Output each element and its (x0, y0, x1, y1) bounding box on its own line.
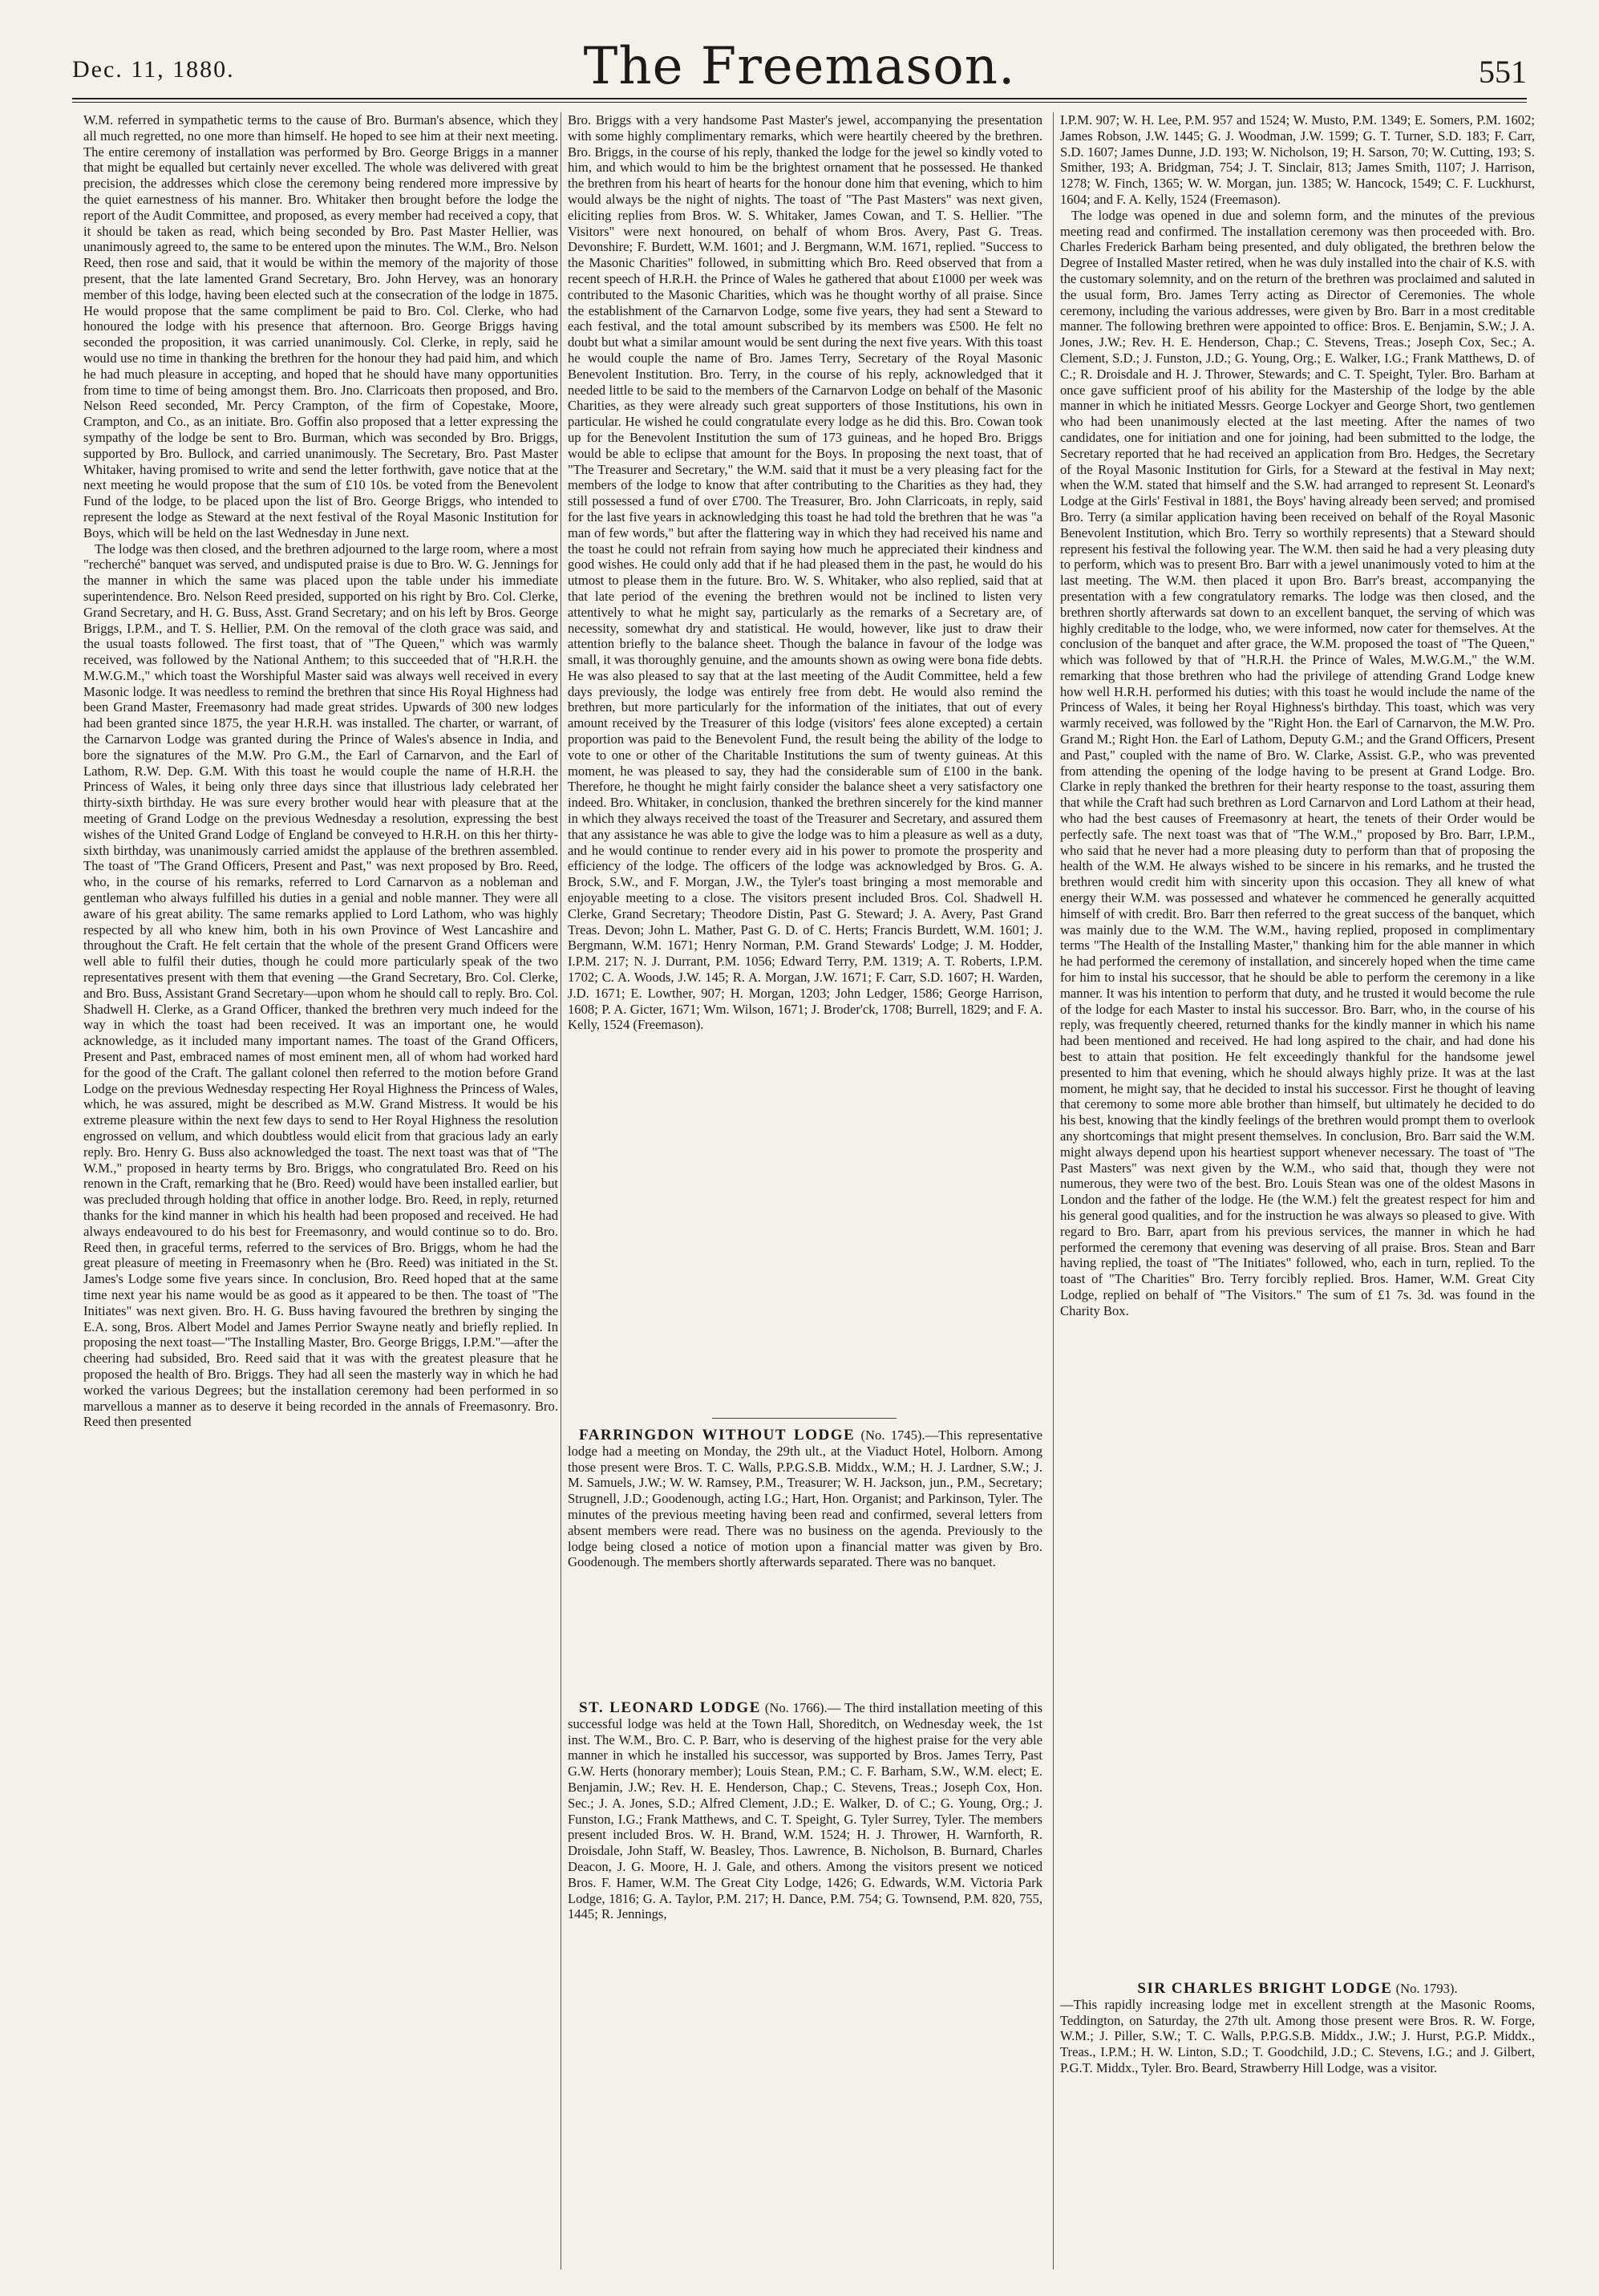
masthead (72, 32, 1527, 103)
section-heading: FARRINGDON WITHOUT LODGE (579, 1427, 856, 1444)
article-paragraph: Bro. Briggs with a very handsome Past Master's jewel, accompanying the presentation with some highly complimentary remarks, which were heartily cheered by the brethren. Bro. Briggs, in the course of his reply, thanked the lodge for the jewel so kindly voted to him, and which would to him be the brightest ornament that he possessed. He thanked the brethren from his heart of hearts for the honour done him that evening, which to him would always be the night of nights. The toast of "The Past Masters" was next given, eliciting replies from Bros. W. S. Whitaker, James Cowan, and T. S. Hellier. "The Visitors" were next honoured, on behalf of whom Bros. Avery, Past G. Treas. Devonshire; F. Burdett, W.M. 1601; and J. Bergmann, W.M. 1671, replied. "Success to the Masonic Charities" followed, in submitting which Bro. Reed observed that from a recent speech of H.R.H. the Prince of Wales he gathered that about £1000 per week was contributed to the Masonic Charities, which was he thought worthy of all praise. Since the establishment of the Carnarvon Lodge, some five years, they had sent a Steward to each festival, and the total amount subscribed by its members was £500. He felt no doubt but what a similar amount would be sent during the next five years. With this toast he would couple the name of Bro. James Terry, Secretary of the Royal Masonic Benevolent Institution. Bro. Terry, in the course of his reply, acknowledged that it needed little to be said to the members of the Carnarvon Lodge on behalf of the Masonic Charities, as they were already such great supporters of those Institutions, his own in particular. He wished he could congratulate every lodge as he did this. Bro. Cowan took up for the Benevolent Institution the sum of 173 guineas, and he hoped Bro. Briggs would be able to eclipse that amount for the Boys. In proposing the next toast, that of "The Treasurer and Secretary," the W.M. said that it must be a very pleasing fact for the members of the lodge to know that after contributing to the Charities as they had, they still possessed a fund of over £700. The Treasurer, Bro. John Clarricoats, in reply, said for the last five years in acknowledging this toast he had told the brethren that he was "a man of few words," but after the flattering way in which they had received his name and the toast he could not refrain from saying how much he appreciated their kindness and good wishes. He could only add that if he had pleased them in the past, he would do his utmost to please them in the future. Bro. W. S. Whitaker, who also replied, said that at that late period of the evening the brethren would not be inclined to listen very attentively to what he might say, particularly as the remarks of a Secretary are, of necessity, somewhat dry and statistical. He would, however, like just to draw their attention briefly to the balance sheet. Though the balance in favour of the lodge was small, it was thoroughly genuine, and the amounts shown as owing were bona fide debts. He was also pleased to say that at the last meeting of the Audit Committee, held a few days previously, the lodge was entirely free from debt. He would also remind the brethren, but more particularly for the information of the initiates, that out of every amount received by the Treasurer of this lodge (visitors' fees alone excepted) a certain proportion was paid to the Benevolent Fund, the result being the ability of the lodge to vote to one or other of the Charitable Institutions the sum of twenty guineas. At this moment, he was pleased to say, they had the considerable sum of £100 in the bank. Therefore, he thought he might fairly consider the balance sheet a very satisfactory one indeed. Bro. Whitaker, in conclusion, thanked the brethren sincerely for the kind manner in which they always received the toast of the Treasurer and Secretary, and assured them that any assistance he was able to give the lodge was to him a pleasure as well as a duty, and he would continue to render every aid in his power to promote the prosperity and efficiency of the lodge. The officers of the lodge was acknowledged by Bros. G. A. Brock, S.W., and F. Morgan, J.W., the Tyler's toast bringing a most memorable and enjoyable meeting to a close. The visitors present included Bros. Col. Shadwell H. Clerke, Grand Secretary; Theodore Distin, Past G. Steward; J. A. Avery, Past Grand Treas. Devon; John L. Mather, Past G. D. of C. Herts; Francis Burdett, W.M. 1601; J. Bergmann, W.M. 1671; Henry Norman, P.M. Grand Stewards' Lodge; J. M. Hodder, I.P.M. 217; N. J. Durrant, P.M. 1056; Edward Terry, P.M. 1319; A. T. Roberts, I.P.M. 1702; C. A. Woods, J.W. 145; R. A. Morgan, J.W. 1671; F. Carr, S.D. 1607; H. Warden, J.D. 1671; E. Lowther, 907; H. Morgan, 1203; John Ledger, 1586; George Harrison, 1608; P. A. Gicter, 1671; Wm. Wilson, 1671; J. Broder'ck, 1708; Burrell, 1829; and F. A. Kelly, 1524 (Freemason). (568, 112, 1042, 1033)
section-divider (712, 1418, 897, 1419)
column-1 (83, 112, 558, 2278)
newspaper-title: The Freemason. (583, 37, 1016, 96)
sir-charles-bright-report (1060, 1981, 1535, 2270)
farringdon-report (568, 1427, 1042, 1684)
article-paragraph: —This representative lodge had a meeting on Monday, the 29th ult., at the Viaduct Hotel, Holborn. Among those present were Bros. T. C. Walls, P.P.G.S.B. Middx., W.M.; H. J. Lardner, S.W.; J. M. Samuels, J.W.; W. W. Ramsey, P.M., Treasurer; W. H. Jackson, jun., P.M., Secretary; Strugnell, J.D.; Goodenough, acting I.G.; Hart, Hon. Organist; and Parkinson, Tyler. The minutes of the previous meeting having been read and confirmed, several letters from absent members were read. There was no business on the agenda. Previously to the lodge being closed a notice of motion upon a financial matter was given by Bro. Goodenough. The members shortly afterwards separated. There was no banquet. (568, 1427, 1042, 1570)
lodge-number: (No. 1745). (860, 1427, 925, 1443)
issue-date: Dec. 11, 1880. (72, 56, 235, 83)
lodge-number: (No. 1793). (1395, 1981, 1458, 1996)
page-number: 551 (1479, 54, 1527, 90)
article-paragraph: I.P.M. 907; W. H. Lee, P.M. 957 and 1524; W. Musto, P.M. 1349; E. Somers, P.M. 1602; James Robson, J.W. 1445; G. J. Woodman, J.W. 1599; G. T. Turner, S.D. 183; F. Carr, S.D. 1607; James Dunne, J.D. 193; W. Nicholson, 19; H. Sarson, 70; W. Cutting, 193; S. Smither, 193; A. Bridgman, 754; J. T. Sinclair, 813; James Smith, 1107; J. Harrison, 1278; W. Finch, 1365; W. W. Morgan, jun. 1385; W. Hancock, 1549; C. F. Luckhurst, 1604; and F. A. Kelly, 1524 (Freemason). (1060, 112, 1535, 207)
column-3 (1060, 112, 1535, 2278)
column-2 (568, 112, 1042, 2278)
article-paragraph: W.M. referred in sympathetic terms to the cause of Bro. Burman's absence, which they all much regretted, no one more than himself. He hoped to see him at their next meeting. The entire ceremony of installation was performed by Bro. George Briggs in a manner that might be equalled but certainly never excelled. The whole was delivered with great precision, the addresses which close the ceremony being rendered more impressive by the quiet earnestness of his manner. Bro. Whitaker then brought before the lodge the report of the Audit Committee, and proposed, as every member had received a copy, that it should be taken as read, which being seconded by Bro. Past Master Hellier, was unanimously agreed to, the same to be entered upon the minutes. The W.M., Bro. Nelson Reed, then rose and said, that it would be within the memory of the majority of those present, that the late lamented Grand Secretary, Bro. John Hervey, was an honorary member of this lodge, having been elected such at the consecration of the lodge in 1875. He would propose that the same compliment be paid to Bro. Col. Clerke, who had honoured the lodge with his presence that afternoon. Bro. George Briggs having seconded the proposition, it was carried unanimously. Col. Clerke, in reply, said he would use no time in thanking the brethren for the honour they had paid him, and which he had much pleasure in accepting, and hoped that he should have many opportunities from time to time of being amongst them. Bro. Jno. Clarricoats then proposed, and Bro. Nelson Reed seconded, Mr. Percy Crampton, of the firm of Copestake, Moore, Crampton, and Co., as an initiate. Bro. Goffin also proposed that a letter expressing the sympathy of the lodge be sent to Bro. Burman, which was seconded by Bro. Briggs, supported by Bro. Bullock, and carried unanimously. The Secretary, Bro. Past Master Whitaker, having promised to write and send the letter forthwith, gave notice that at the next meeting he would propose that the sum of £10 10s. be voted from the Benevolent Fund of the lodge, to be placed upon the list of Bro. George Briggs, who intended to represent the lodge as Steward at the next festival of the Royal Masonic Institution for Boys, which will be held on the last Wednesday in June next. (83, 112, 558, 541)
header-rule (72, 98, 1527, 99)
article-paragraph: The lodge was opened in due and solemn form, and the minutes of the previous meeting read and confirmed. The installation ceremony was then proceeded with. Bro. Charles Frederick Barham being presented, and duly obligated, the brethren below the Degree of Installed Master retired, when he was duly installed into the chair of K.S. with the customary solemnity, and on the return of the brethren was proclaimed and saluted in the usual form, Bro. James Terry acting as Director of Ceremonies. The whole ceremony, including the various addresses, were given by Bro. Barr in a most creditable manner. The following brethren were appointed to office: Bros. E. Benjamin, S.W.; J. A. Jones, J.W.; Rev. H. E. Henderson, Chap.; C. Stevens, Treas.; Joseph Cox, Sec.; A. Clement, S.D.; J. Funston, J.D.; G. Young, Org.; E. Walker, I.G.; Frank Matthews, D. of C.; R. Droisdale and H. J. Thrower, Stewards; and C. T. Speight, Tyler. Bro. Barham at once gave sufficient proof of his ability for the Mastership of the lodge by the able manner in which he initiated Messrs. George Lockyer and George Short, two gentlemen who had been unanimously elected at the last meeting. After the names of two candidates, one for initiation and one for joining, had been submitted to the lodge, the Secretary reported that he had received an application from Bro. Hedges, the Secretary of the Royal Masonic Institution for Girls, for a Steward at the festival in May next; when the W.M. stated that himself and the S.W. had arranged to represent St. Leonard's Lodge at the Girls' Festival in 1881, the Boys' having already been served; and promised Bro. Terry (a similar application having been received on behalf of the Royal Masonic Benevolent Institution, which Bro. Terry so worthily represents) that a Steward should represent his festival the following year. The W.M. then said he had a very pleasing duty to perform, which was to present Bro. Barr with a jewel unanimously voted to him at the last meeting. The W.M. then placed it upon Bro. Barr's breast, accompanying the presentation with a few congratulatory remarks. The lodge was then closed, and the brethren shortly afterwards sat down to an excellent banquet, the serving of which was highly creditable to the lodge, who, we were informed, now cater for themselves. At the conclusion of the banquet and after grace, the W.M. proposed the toast of "The Queen," which was followed by that of "H.R.H. the Prince of Wales, M.W.G.M.," the W.M. remarking that those brethren who had the privilege of attending Grand Lodge knew how well H.R.H. performed his duties; with this toast he would include the name of the Princess of Wales, it being her Royal Highness's birthday. This toast, which was very warmly received, was followed by the "Right Hon. the Earl of Carnarvon, the M.W. Pro. Grand M.; Right Hon. the Earl of Lathom, Deputy G.M.; and the Grand Officers, Present and Past," coupled with the name of Bro. W. Clarke, Assist. G.P., who was prevented from attending the opening of the lodge having to be present at Grand Lodge. Bro. Clarke in reply thanked the brethren for their hearty response to the toast, assuring them that while the Craft had such brethren as Lord Carnarvon and Lord Lathom at their head, who had the best causes of Freemasonry at heart, the tenets of their Order would be perfectly safe. The next toast was that of "The W.M.," proposed by Bro. Barr, I.P.M., who said that he never had a more pleasing duty to perform than that of proposing the health of the W.M. He always wished to be sincere in his remarks, and he trusted the brethren would credit him with sincerity upon this occasion. They all knew of what energy their W.M. was possessed and whatever he commenced he generally acquitted himself of with credit. Bro. Barr then referred to the great success of the banquet, which was mainly due to the W.M. The W.M., having replied, proposed in complimentary terms "The Health of the Installing Master," thanking him for the able manner in which he had performed the ceremony of installation, and sincerely hoped when the time came for him to instal his successor, that he should be able to perform the ceremony in a like manner. It was his intention to perform that duty, and he trusted it would become the rule of the lodge for each Master to instal his successor. Bro. Barr, who, in the course of his reply, was frequently cheered, returned thanks for the kindly manner in which his name had been mentioned and received. He had long aspired to the chair, and had done his best to attain that position. He felt exceedingly thankful for the handsome jewel presented to him that evening, which he should always highly prize. It was at the last moment, he might say, that he decided to instal his successor. First he thought of leaving that ceremony to some more able brother than himself, but ultimately he decided to do his best, knowing that the kindly feelings of the brethren would prompt them to overlook any shortcomings that might present themselves. In conclusion, Bro. Barr said the W.M. might always depend upon his heartiest support whenever necessary. The toast of "The Past Masters" was next given by the W.M., who said that, though they were not numerous, they were two of the best. Bro. Louis Stean was one of the oldest Masons in London and the father of the lodge. He (the W.M.) felt the greatest respect for him and his general good qualities, and for the instruction he was always so pleased to give. With regard to Bro. Barr, apart from his previous services, the manner in which he had performed the ceremony that evening was deserving of all praise. Bros. Stean and Barr having replied, the toast of "The Initiates" followed, who, each in turn, replied. To the toast of "The Charities" Bro. Terry forcibly replied. Bros. Hamer, W.M. Great City Lodge, replied on behalf of "The Visitors." The sum of £1 7s. 3d. was found in the Charity Box. (1060, 207, 1535, 1318)
st-leonard-report (568, 1700, 1042, 2262)
article-paragraph: — The third installation meeting of this successful lodge was held at the Town Hall, Shoreditch, on Wednesday week, the 1st inst. The W.M., Bro. C. P. Barr, who is deserving of the highest praise for the very able manner in which he installed his successor, was supported by Bros. James Terry, Past G.W. Herts (honorary member); Louis Stean, P.M.; C. F. Barham, S.W., W.M. elect; E. Benjamin, J.W.; Rev. H. E. Henderson, Chap.; C. Stevens, Treas.; Joseph Cox, Hon. Sec.; J. A. Jones, S.D.; Alfred Clement, J.D.; E. Walker, D. of C.; G. Young, Org.; J. Funston, I.G.; Frank Matthews, and C. T. Speight, G. Tyler Surrey, Tyler. The members present included Bros. W. H. Brand, W.M. 1524; H. J. Thrower, H. Warnforth, R. Droisdale, John Staff, W. Beasley, Thos. Lawrence, B. Nicholson, B. Burnard, Charles Deacon, J. G. Moore, H. J. Gale, and others. Among the visitors present we noticed Bros. F. Hamer, W.M. The Great City Lodge, 1426; G. Edwards, W.M. Victoria Park Lodge, 1816; G. A. Taylor, P.M. 217; H. Dance, P.M. 754; G. Townsend, P.M. 820, 755, 1445; R. Jennings, (568, 1700, 1042, 1922)
section-heading: SIR CHARLES BRIGHT LODGE (1137, 1981, 1393, 1997)
section-heading: ST. LEONARD LODGE (579, 1700, 761, 1716)
column-divider (1053, 112, 1054, 2270)
article-paragraph: The lodge was then closed, and the brethren adjourned to the large room, where a most "recherché" banquet was served, and undisputed praise is due to Bro. W. G. Jennings for the manner in which the same was placed upon the table under his immediate superintendence. Bro. Nelson Reed presided, supported on his right by Bro. Col. Clerke, Grand Secretary, and H. G. Buss, Asst. Grand Secretary; and on his left by Bros. George Briggs, I.P.M., and T. S. Hellier, P.M. On the removal of the cloth grace was said, and the usual toasts followed. The first toast, that of "The Queen," which was warmly received, was followed by the National Anthem; to this succeeded that of "H.R.H. the M.W.G.M.," which toast the Worshipful Master said was always well received in every Masonic lodge. It was needless to remind the brethren that since His Royal Highness had been Grand Master, Freemasonry had made great strides. Upwards of 300 new lodges had been granted since 1875, the year H.R.H. was installed. The charter, or warrant, of the Carnarvon Lodge was granted during the Prince of Wales's absence in India, and bore the signatures of the M.W. Pro G.M., the Earl of Carnarvon, and the Earl of Lathom, R.W. Dep. G.M. With this toast he would couple the name of H.R.H. the Princess of Wales, it being only three days since that illustrious lady celebrated her thirty-sixth birthday. He was sure every brother would hear with pleasure that at the meeting of Grand Lodge on the previous Wednesday a resolution, expressing the best wishes of the United Grand Lodge of England be conveyed to H.R.H. on this her thirty-sixth birthday, was unanimously carried amidst the applause of the brethren assembled. The toast of "The Grand Officers, Present and Past," was next proposed by Bro. Reed, who, in the course of his remarks, referred to Lord Carnarvon as a nobleman and gentleman who always fulfilled his duties in a genial and noble manner. They were all aware of his great ability. The same remarks applied to Lord Lathom, who was highly respected by all who knew him, both in his own Province of West Lancashire and throughout the Craft. He felt certain that the whole of the present Grand Officers were well able to fulfil their duties, though he could more particularly speak of the two representatives present with them that evening —the Grand Secretary, Bro. Col. Clerke, and Bro. Buss, Assistant Grand Secretary—upon whom he should call to reply. Bro. Col. Shadwell H. Clerke, as a Grand Officer, thanked the brethren very much indeed for the way in which the toast had been received. It was an important one, he would acknowledge, as it included many important names. The toast of the Grand Officers, Present and Past, embraced names of most eminent men, all of whom had worked hard for the good of the Craft. The gallant colonel then referred to the motion before Grand Lodge on the previous Wednesday respecting Her Royal Highness the Princess of Wales, which, he was assured, might be described as M.W. Grand Mistress. It would be his extreme pleasure within the next few days to send to Her Royal Highness the resolution engrossed on vellum, and which doubtless would elicit from that gracious lady an early reply. Bro. Henry G. Buss also acknowledged the toast. The next toast was that of "The W.M.," proposed in hearty terms by Bro. Briggs, who congratulated Bro. Reed on his renown in the Craft, remarking that he (Bro. Reed) would have been installed earlier, but was precluded through holding that office in another lodge. Bro. Reed, in reply, returned thanks for the kind manner in which his health had been proposed and received. He had always endeavoured to do his best for Freemasonry, and would continue so to do. Bro. Reed then, in graceful terms, referred to the services of Bro. Briggs, whom he had the great pleasure of meeting in Freemasonry when he (Bro. Reed) was initiated in the St. James's Lodge some five years since. In conclusion, Bro. Reed hoped that at the same time next year his name would be as good as it appeared to be then. The toast of "The Initiates" was next given. Bro. H. G. Buss having favoured the brethren by singing the E.A. song, Bros. Albert Model and James Perrior Swayne neatly and briefly replied. In proposing the next toast—"The Installing Master, Bro. George Briggs, I.P.M."—after the cheering had subsided, Bro. Reed said that it was with the greatest pleasure that he proposed the health of Bro. Briggs. They had all seen the masterly way in which he had worked the various Degrees; but the installation ceremony had been performed in so marvellous a manner as to deserve it being recorded in the annals of Freemasonry. Bro. Reed then presented (83, 541, 558, 1430)
article-paragraph: —This rapidly increasing lodge met in excellent strength at the Masonic Rooms, Teddington, on Saturday, the 27th ult. Among those present were Bros. R. W. Forge, W.M.; J. Piller, S.W.; T. C. Walls, P.P.G.S.B. Middx., J.W.; J. Hurst, P.G.P. Middx., Treas., I.P.M.; H. W. Linton, S.D.; T. Goodchild, J.D.; C. Stevens, I.G.; and J. Gilbert, P.G.T. Middx., Tyler. Bro. Beard, Strawberry Hill Lodge, was a visitor. (1060, 1996, 1535, 2075)
lodge-number: (No. 1766). (764, 1700, 828, 1715)
header-rule-thin (72, 102, 1527, 103)
